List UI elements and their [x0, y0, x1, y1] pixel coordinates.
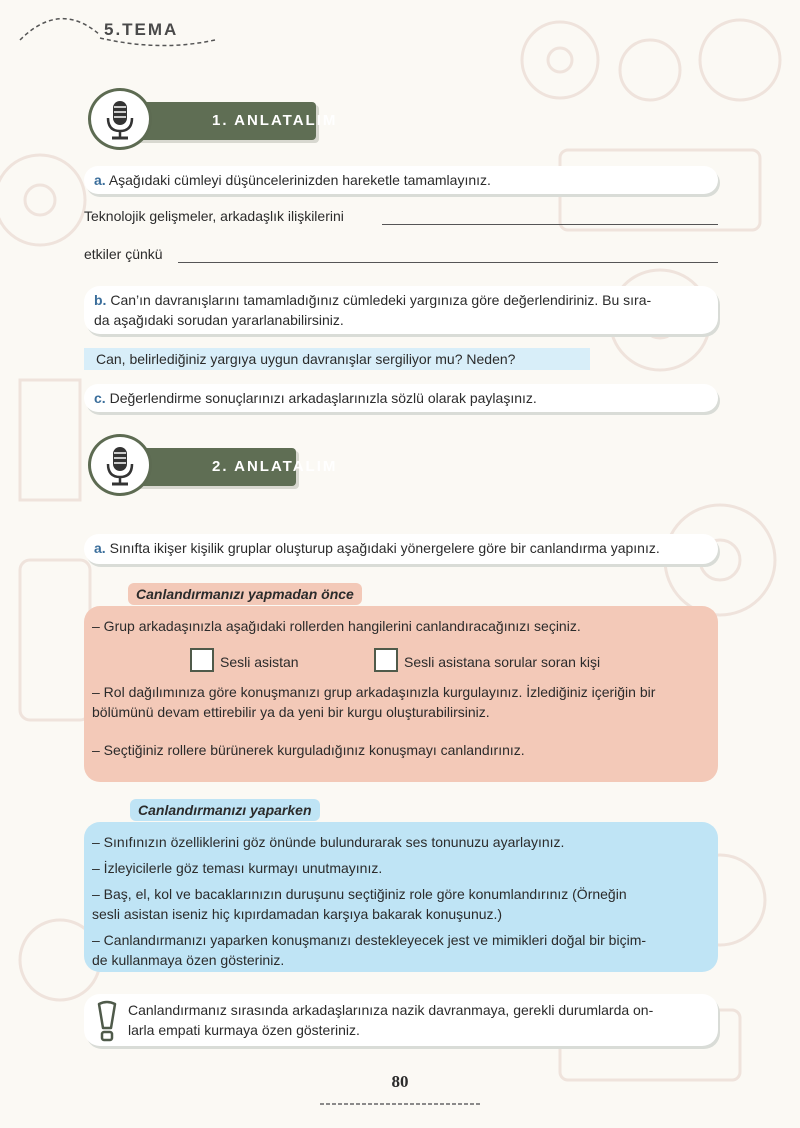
page-number: 80: [391, 1072, 409, 1091]
highlighted-question: Can, belirlediğiniz yargıya uygun davranışlar sergiliyor mu? Neden?: [84, 348, 590, 370]
fill-line-2-text: etkiler çünkü: [84, 246, 163, 262]
theme-label: 5.TEMA: [104, 20, 179, 39]
section2-question-a-box: [84, 534, 718, 564]
question-b-box: [84, 286, 718, 334]
before-panel: [84, 606, 718, 782]
question-a-letter: a.: [94, 172, 106, 188]
during-item-1: – Sınıfınızın özelliklerini göz önünde bulundurarak ses tonunuzu ayarlayınız.: [92, 834, 565, 850]
option-sesli-asistan-checkbox[interactable]: [190, 648, 214, 672]
question-b-text-1: Can’ın davranışlarını tamamladığınız cümledeki yargınıza göre değerlendiriniz. Bu sıra-: [110, 292, 652, 308]
question-c-text: Değerlendirme sonuçlarınızı arkadaşlarınızla sözlü olarak paylaşınız.: [109, 390, 537, 406]
fill-line-1-text: Teknolojik gelişmeler, arkadaşlık ilişkilerini: [84, 208, 344, 224]
tip-box: [84, 994, 718, 1046]
section1-header: [88, 88, 338, 150]
during-item-2: – İzleyicilerle göz teması kurmayı unutmayınız.: [92, 860, 383, 876]
section2-header: [88, 434, 338, 496]
question-c-letter: c.: [94, 390, 106, 406]
during-item-3: – Baş, el, kol ve bacaklarınızın duruşunu seçtiğiniz role göre konumlandırınız (Örneğin sesli asistan iseniz hiç kıpırdamadan karşıya bakarak konuşunuz.): [92, 886, 627, 922]
during-item-4: – Canlandırmanızı yaparken konuşmanızı destekleyecek jest ve mimikleri doğal bir biçim- de kullanmaya özen gösteriniz.: [92, 932, 647, 968]
question-a-text: Aşağıdaki cümleyi düşüncelerinizden hareketle tamamlayınız.: [108, 172, 491, 188]
option-sesli-asistan-label: Sesli asistan: [220, 654, 299, 670]
question-b-text-2: da aşağıdaki sorudan yararlanabilirsiniz.: [94, 312, 344, 328]
during-tag: Canlandırmanızı yaparken: [130, 799, 320, 821]
during-panel: [84, 822, 718, 972]
before-item-1: – Grup arkadaşınızla aşağıdaki rollerden hangilerini canlandıracağınızı seçiniz.: [92, 618, 581, 634]
exclamation-icon: [94, 1000, 120, 1042]
question-c-box: [84, 384, 718, 412]
before-item-2: – Rol dağılımınıza göre konuşmanızı grup arkadaşınızla kurgulayınız. İzlediğiniz içeriğin bir bölümünü devam ettirebilir ya da yeni bir kurgu oluşturabilirsiniz.: [92, 684, 656, 720]
option-soran-kisi-label: Sesli asistana sorular soran kişi: [404, 654, 601, 670]
answer-line-1[interactable]: [382, 224, 718, 225]
question-a-box: [84, 166, 718, 194]
option-soran-kisi-checkbox[interactable]: [374, 648, 398, 672]
answer-line-2[interactable]: [178, 262, 718, 263]
section2-question-a-text: Sınıfta ikişer kişilik gruplar oluşturup aşağıdaki yönergelere göre bir canlandırma yapınız.: [109, 540, 660, 556]
microphone-icon: [88, 88, 152, 150]
before-item-3: – Seçtiğiniz rollere bürünerek kurguladığınız konuşmayı canlandırınız.: [92, 742, 525, 758]
section1-title: 1. ANLATALIM: [212, 112, 338, 129]
before-tag: Canlandırmanızı yapmadan önce: [128, 583, 362, 605]
section2-question-a-letter: a.: [94, 540, 106, 556]
question-b-letter: b.: [94, 292, 107, 308]
tip-text: Canlandırmanız sırasında arkadaşlarınıza nazik davranmaya, gerekli durumlarda on- larla empati kurmaya özen gösteriniz.: [128, 1002, 654, 1038]
section2-title: 2. ANLATALIM: [212, 458, 338, 475]
microphone-icon: [88, 434, 152, 496]
section1-title-bar: [134, 102, 338, 140]
section2-title-bar: [134, 448, 338, 486]
